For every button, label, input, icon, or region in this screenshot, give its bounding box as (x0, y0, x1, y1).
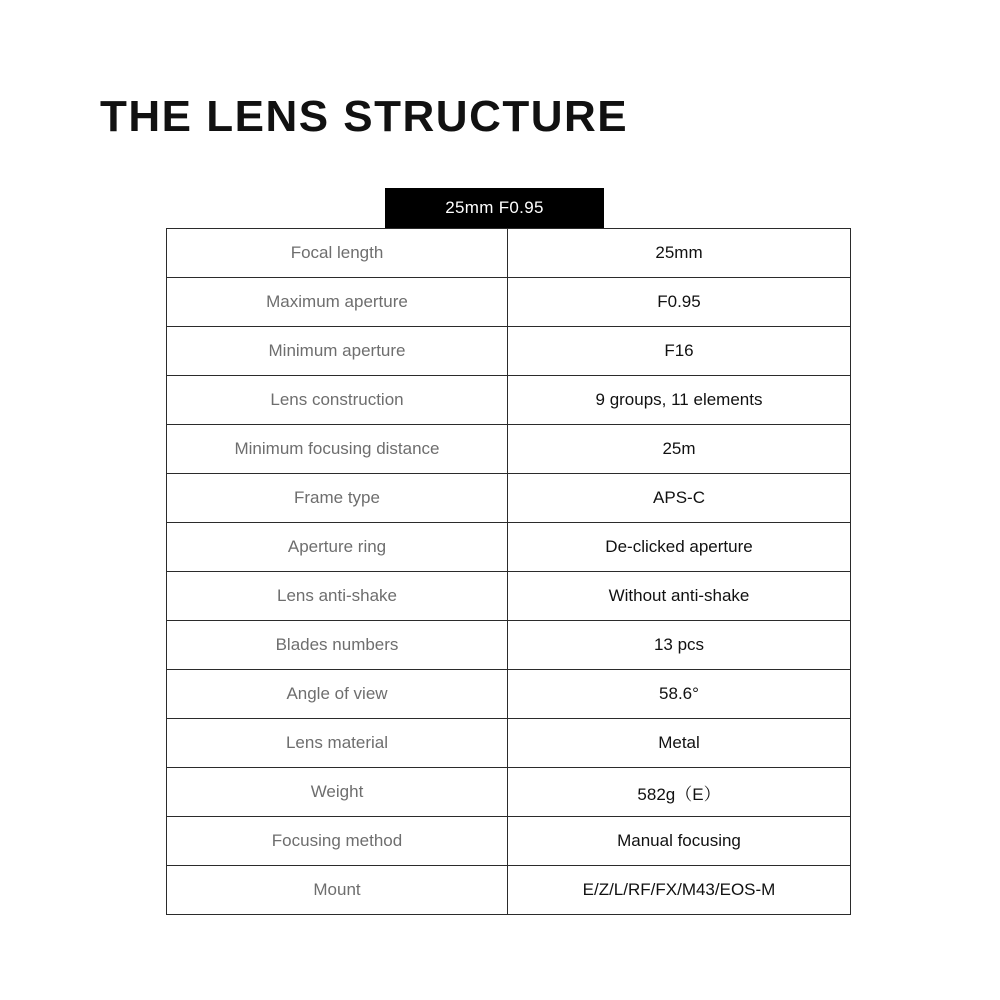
spec-label: Lens anti-shake (167, 572, 508, 621)
spec-value: Without anti-shake (508, 572, 851, 621)
table-row (167, 572, 851, 621)
spec-value: 58.6° (508, 670, 851, 719)
spec-label: Lens construction (167, 376, 508, 425)
page-title: THE LENS STRUCTURE (100, 92, 629, 142)
table-row (167, 376, 851, 425)
spec-label: Minimum focusing distance (167, 425, 508, 474)
spec-value: Metal (508, 719, 851, 768)
spec-value: F16 (508, 327, 851, 376)
table-row (167, 327, 851, 376)
table-row (167, 817, 851, 866)
spec-table-body (167, 229, 851, 915)
spec-value: APS-C (508, 474, 851, 523)
spec-value: 13 pcs (508, 621, 851, 670)
spec-label: Weight (167, 768, 508, 817)
table-row (167, 474, 851, 523)
spec-label: Focusing method (167, 817, 508, 866)
spec-value: Manual focusing (508, 817, 851, 866)
spec-label: Blades numbers (167, 621, 508, 670)
spec-value: 582g（E） (508, 768, 851, 817)
table-row (167, 866, 851, 915)
spec-value: E/Z/L/RF/FX/M43/EOS-M (508, 866, 851, 915)
spec-label: Aperture ring (167, 523, 508, 572)
spec-label: Frame type (167, 474, 508, 523)
table-row (167, 768, 851, 817)
table-row (167, 719, 851, 768)
spec-label: Minimum aperture (167, 327, 508, 376)
table-row (167, 425, 851, 474)
table-row (167, 670, 851, 719)
spec-label: Lens material (167, 719, 508, 768)
spec-label: Focal length (167, 229, 508, 278)
spec-value: F0.95 (508, 278, 851, 327)
table-row (167, 621, 851, 670)
spec-value: De-clicked aperture (508, 523, 851, 572)
spec-value: 9 groups, 11 elements (508, 376, 851, 425)
table-row (167, 229, 851, 278)
lens-spec-table (166, 228, 851, 915)
table-row (167, 523, 851, 572)
spec-value: 25m (508, 425, 851, 474)
spec-label: Angle of view (167, 670, 508, 719)
table-row (167, 278, 851, 327)
spec-label: Mount (167, 866, 508, 915)
spec-value: 25mm (508, 229, 851, 278)
spec-label: Maximum aperture (167, 278, 508, 327)
spec-table-badge: 25mm F0.95 (385, 188, 604, 228)
